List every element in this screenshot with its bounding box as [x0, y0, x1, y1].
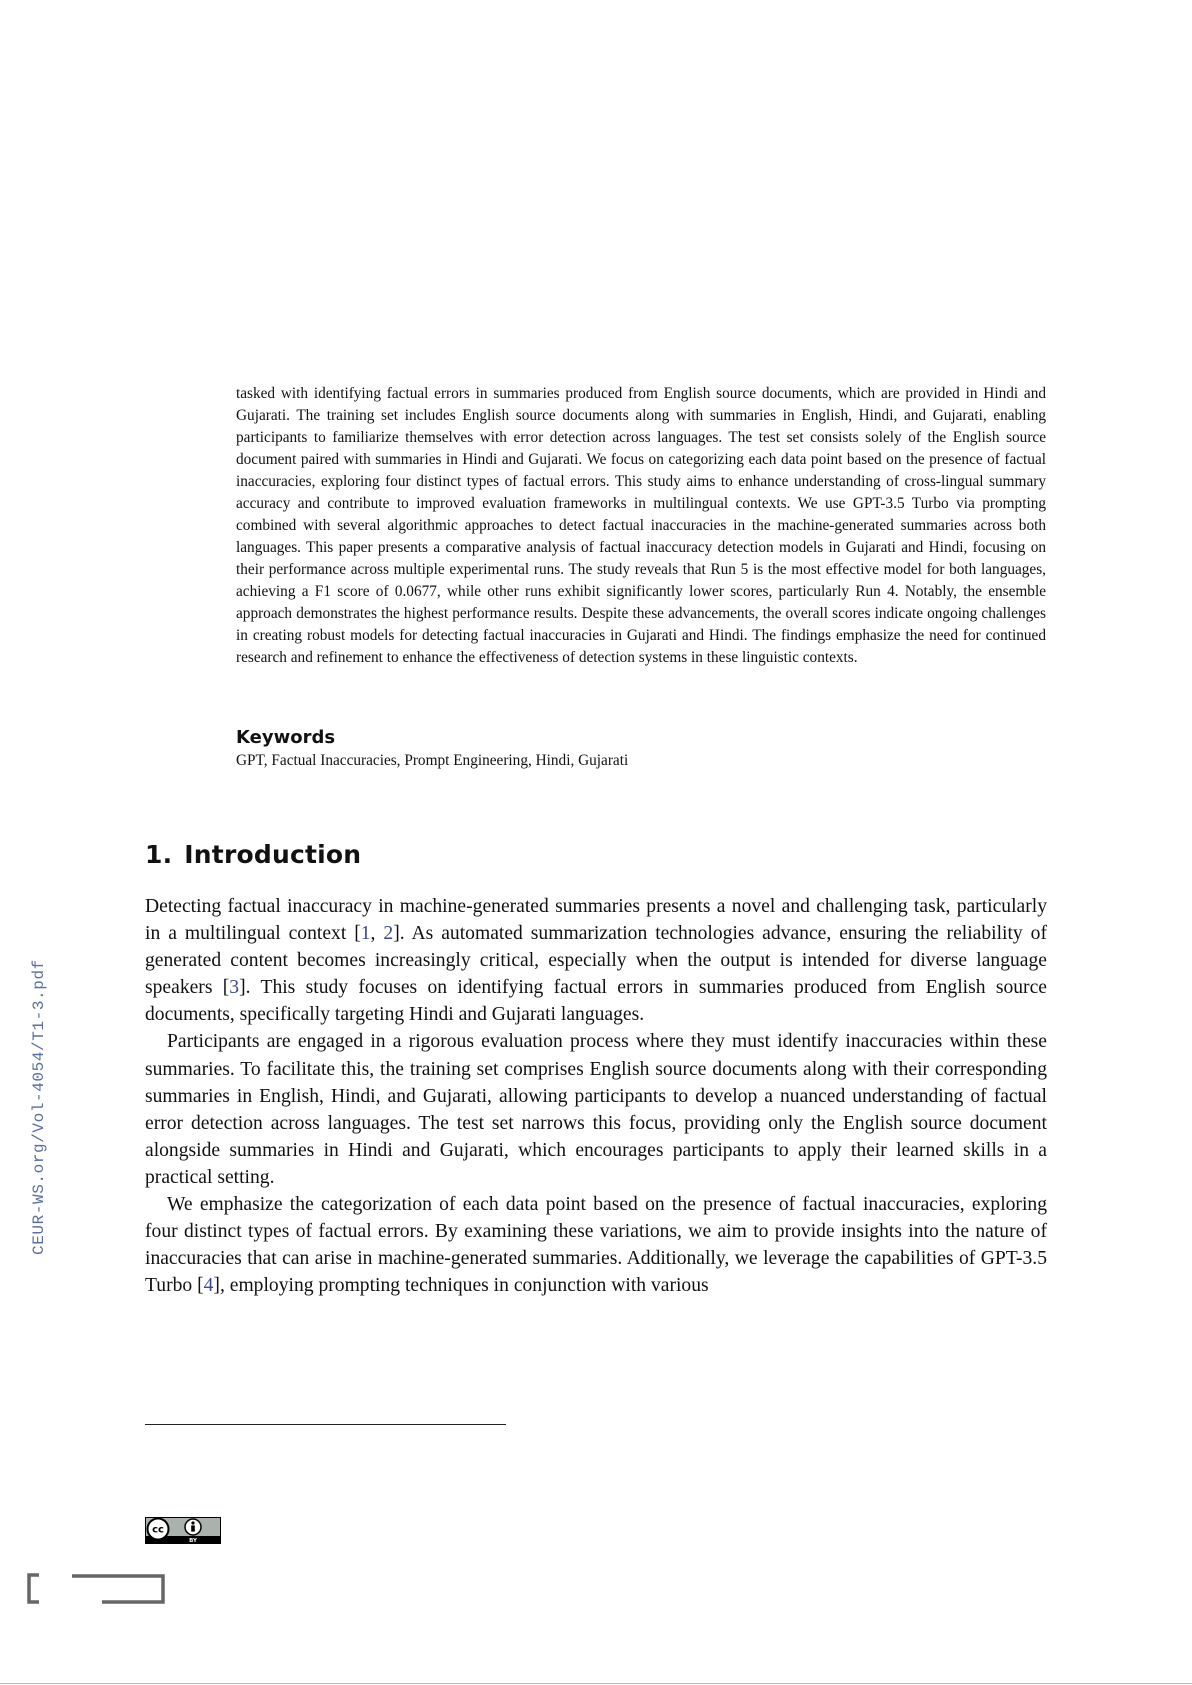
citation-link-1[interactable]: 1 — [360, 923, 371, 945]
paragraph-1-text-c: ]. This study focuses on identifying factual errors in summaries produced from English source documents, specifically targeting Hindi and Gujarati languages. — [145, 977, 1047, 1026]
paragraph-1-text-b: ]. As automated summarization technologies advance, ensuring the reliability of generated content becomes increasingly critical, especially when the output is intended for diverse language speakers [ — [145, 923, 1047, 999]
citation-link-4[interactable]: 4 — [203, 1275, 214, 1297]
paragraph-2: Participants are engaged in a rigorous evaluation process where they must identify inaccuracies within these summaries. To facilitate this, the training set comprises English source documents along with their corresponding summaries in English, Hindi, and Gujarati, allowing participants to develop a nuanced understanding of factual error detection across languages. The test set narrows this focus, providing only the English source document alongside summaries in Hindi and Gujarati, which encourages participants to apply their learned skills in a practical setting. — [145, 1031, 1047, 1188]
section-title — [145, 840, 361, 869]
abstract-text: tasked with identifying factual errors in summaries produced from English source documents, which are provided in Hindi and Gujarati. The training set includes English source documents along with summaries in English, Hindi, and Gujarati, enabling participants to familiarize themselves with error detection across languages. The test set consists solely of the English source document paired with summaries in Hindi and Gujarati. We focus on categorizing each data point based on the presence of factual inaccuracies, exploring four distinct types of factual errors. This study aims to enhance understanding of cross-lingual summary accuracy and contribute to improved evaluation frameworks in multilingual contexts. We use GPT-3.5 Turbo via prompting combined with several algorithmic approaches to detect factual inaccuracies in the machine-generated summaries across both languages. This paper presents a comparative analysis of factual inaccuracy detection models in Gujarati and Hindi, focusing on their performance across multiple experimental runs. The study reveals that Run 5 is the most effective model for both languages, achieving a F1 score of 0.0677, while other runs exhibit significantly lower scores, particularly Run 4. Notably, the ensemble approach demonstrates the highest performance results. Despite these advancements, the overall scores indicate ongoing challenges in creating robust models for detecting factual inaccuracies in Gujarati and Hindi. The findings emphasize the need for continued research and refinement to enhance the effectiveness of detection systems in these linguistic contexts. — [236, 385, 1046, 666]
page-bottom-border — [0, 1683, 1192, 1684]
svg-text:cc: cc — [152, 1524, 164, 1536]
citation-link-3[interactable]: 3 — [229, 977, 240, 999]
paragraph-3-text-b: ], employing prompting techniques in conjunction with various — [213, 1275, 709, 1297]
introduction-body — [145, 893, 1047, 1299]
keywords-heading: Keywords — [236, 727, 336, 748]
section-number: 1. — [145, 840, 173, 869]
paragraph-3-text-a: We emphasize the categorization of each data point based on the presence of factual inaccuracies, exploring four distinct types of factual errors. By examining these variations, we aim to provide insights into the nature of inaccuracies that can arise in machine-generated summaries. Additionally, we leverage the capabilities of GPT-3.5 Turbo [ — [145, 1194, 1047, 1297]
footnote-rule — [145, 1424, 506, 1425]
paragraph-3 — [145, 1191, 1047, 1299]
license-label: BY — [189, 1538, 197, 1544]
citation-separator: , — [370, 923, 384, 945]
section-title-text: Introduction — [184, 840, 362, 869]
citation-link-2[interactable]: 2 — [383, 923, 394, 945]
paragraph-1-text-a: Detecting factual inaccuracy in machine-generated summaries presents a novel and challenging task, particularly in a multilingual context [ — [145, 896, 1047, 945]
paragraph-1 — [145, 893, 1047, 1028]
keywords-list: GPT, Factual Inaccuracies, Prompt Engineering, Hindi, Gujarati — [236, 752, 629, 769]
ceur-ws-url[interactable]: CEUR-WS.org/Vol-4054/T1-3.pdf — [30, 959, 48, 1255]
cc-by-icon[interactable] — [145, 1517, 221, 1544]
ceur-logo-icon — [27, 1573, 167, 1605]
